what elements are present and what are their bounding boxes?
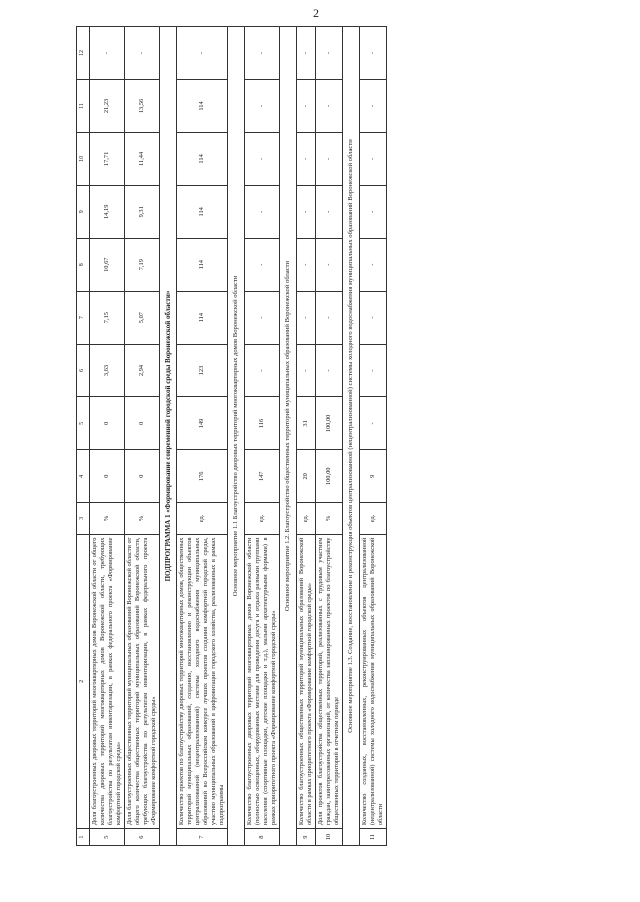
value-cell: - bbox=[360, 238, 387, 291]
value-cell: - bbox=[245, 27, 280, 80]
measure-title: Основное мероприятие 1.2. Благоустройство общественных территорий муниципальных образований Воронежской области bbox=[280, 27, 297, 846]
value-cell: - bbox=[297, 80, 316, 133]
value-cell: - bbox=[297, 238, 316, 291]
indicators-table bbox=[76, 26, 387, 846]
section-row bbox=[280, 27, 297, 846]
subprogram-title: ПОДПРОГРАММА 1 «Формирование современной городской среды Воронежской области» bbox=[160, 27, 177, 846]
measure-title: Основное мероприятие 1.3. Создание, восстановление и реконструкция объектов централизованной (нецентрализованной) системы холодного водоснабжения муниципальных образований Воронежской области bbox=[343, 27, 360, 846]
value-cell: 21,23 bbox=[90, 80, 125, 133]
col-num: 12 bbox=[77, 27, 90, 80]
row-number: 8 bbox=[245, 829, 280, 846]
value-cell: 20 bbox=[297, 450, 316, 503]
value-cell: - bbox=[245, 80, 280, 133]
value-cell: 123 bbox=[177, 344, 228, 397]
unit: % bbox=[125, 503, 160, 534]
value-cell: 31 bbox=[297, 397, 316, 450]
row-number: 11 bbox=[360, 829, 387, 846]
table-row bbox=[177, 27, 228, 846]
value-cell: - bbox=[125, 27, 160, 80]
value-cell: - bbox=[245, 291, 280, 344]
col-num: 9 bbox=[77, 185, 90, 238]
value-cell: 114 bbox=[177, 132, 228, 185]
value-cell: 9 bbox=[360, 450, 387, 503]
value-cell: 0 bbox=[90, 450, 125, 503]
value-cell: - bbox=[297, 27, 316, 80]
value-cell: 7,15 bbox=[90, 291, 125, 344]
section-row bbox=[343, 27, 360, 846]
col-num: 2 bbox=[77, 534, 90, 829]
unit: ед. bbox=[360, 503, 387, 534]
col-num: 5 bbox=[77, 397, 90, 450]
value-cell: 149 bbox=[177, 397, 228, 450]
col-num: 7 bbox=[77, 291, 90, 344]
value-cell: - bbox=[297, 185, 316, 238]
col-num: 6 bbox=[77, 344, 90, 397]
table-row bbox=[90, 27, 125, 846]
column-number-row bbox=[77, 27, 90, 846]
indicator-name: Количество благоустроенных общественных территорий муниципальных образований Воронежской области в рамках приоритетного проекта «Формирование комфортной городской среды» bbox=[297, 534, 316, 829]
value-cell: 0 bbox=[125, 450, 160, 503]
value-cell: 114 bbox=[177, 80, 228, 133]
value-cell: 11,44 bbox=[125, 132, 160, 185]
unit: % bbox=[90, 503, 125, 534]
value-cell: - bbox=[360, 344, 387, 397]
value-cell: 100,00 bbox=[316, 397, 343, 450]
col-num: 11 bbox=[77, 80, 90, 133]
section-row bbox=[228, 27, 245, 846]
indicator-name: Доля благоустроенных общественных территорий муниципальных образований Воронежской области от общего количества общественных территорий муниципальных образований Воронежской области, требующих благоустройства по результатам инвентаризации, в рамках федерального проекта «Формирование комфортной городской среды» bbox=[125, 534, 160, 829]
measure-title: Основное мероприятие 1.1 Благоустройство дворовых территорий многоквартирных домов Воронежской области bbox=[228, 27, 245, 846]
indicator-name: Количество благоустроенных дворовых территорий многоквартирных домов Воронежской области (полностью освещенных, оборудованных местами для проведения досуга и отдыха разными группами населения (спортивные площадки, детские площадки и т.д.), малыми архитектурными формами) в рамках приоритетного проекта «Формирование комфортной городской среды» bbox=[245, 534, 280, 829]
indicator-name: Доля благоустроенных дворовых территорий многоквартирных домов Воронежской области от общего количества дворовых территорий многоквартирных домов Воронежской области, требующих благоустройства по результатам инвентаризации, в рамках федерального проекта «Формирование комфортной городской среды» bbox=[90, 534, 125, 829]
table-row bbox=[316, 27, 343, 846]
row-number: 6 bbox=[125, 829, 160, 846]
indicator-name: Количество созданных, восстановленных, реконструированных объектов централизованной (нецентрализованной) системы холодного водоснабжения муниципальных образований Воронежской области bbox=[360, 534, 387, 829]
value-cell: 13,56 bbox=[125, 80, 160, 133]
col-num: 4 bbox=[77, 450, 90, 503]
value-cell: 114 bbox=[177, 291, 228, 344]
value-cell: 17,71 bbox=[90, 132, 125, 185]
value-cell: - bbox=[90, 27, 125, 80]
col-num: 10 bbox=[77, 132, 90, 185]
value-cell: - bbox=[316, 185, 343, 238]
value-cell: 176 bbox=[177, 450, 228, 503]
value-cell: 9,31 bbox=[125, 185, 160, 238]
table-row bbox=[360, 27, 387, 846]
value-cell: 14,19 bbox=[90, 185, 125, 238]
value-cell: 2,94 bbox=[125, 344, 160, 397]
indicator-name: Количество проектов по благоустройству дворовых территорий многоквартирных домов, общественных территорий муниципальных образований, созданию, восстановлению и реконструкции объектов централизованной (нецентрализованной) системы холодного водоснабжения муниципальных образований во Всероссийском конкурсе лучших проектов создания комфортной городской среды, участию муниципальных образований в цифровизации городского хозяйства, реализованных в рамках подпрограммы bbox=[177, 534, 228, 829]
value-cell: - bbox=[316, 27, 343, 80]
indicator-name: Доля проектов благоустройства общественных территорий, реализованных с трудовым участием граждан, заинтересованных организаций, от количества запланированных проектов по благоустройству общественных территорий в отчетном периоде bbox=[316, 534, 343, 829]
value-cell: - bbox=[316, 132, 343, 185]
col-num: 8 bbox=[77, 238, 90, 291]
value-cell: - bbox=[360, 291, 387, 344]
table-row bbox=[245, 27, 280, 846]
table-row bbox=[125, 27, 160, 846]
value-cell: - bbox=[316, 344, 343, 397]
row-number: 9 bbox=[297, 829, 316, 846]
section-row bbox=[160, 27, 177, 846]
value-cell: 0 bbox=[90, 397, 125, 450]
unit: ед. bbox=[297, 503, 316, 534]
value-cell: 7,19 bbox=[125, 238, 160, 291]
value-cell: 114 bbox=[177, 238, 228, 291]
row-number: 7 bbox=[177, 829, 228, 846]
value-cell: 100,00 bbox=[316, 450, 343, 503]
value-cell: - bbox=[316, 291, 343, 344]
value-cell: 0 bbox=[125, 397, 160, 450]
value-cell: 10,67 bbox=[90, 238, 125, 291]
value-cell: - bbox=[316, 238, 343, 291]
value-cell: 147 bbox=[245, 450, 280, 503]
value-cell: - bbox=[245, 185, 280, 238]
value-cell: 114 bbox=[177, 185, 228, 238]
unit: ед. bbox=[177, 503, 228, 534]
value-cell: - bbox=[297, 291, 316, 344]
value-cell: - bbox=[177, 27, 228, 80]
rotated-table-wrapper bbox=[76, 26, 636, 846]
row-number: 10 bbox=[316, 829, 343, 846]
value-cell: - bbox=[360, 397, 387, 450]
value-cell: 116 bbox=[245, 397, 280, 450]
value-cell: - bbox=[245, 238, 280, 291]
unit: % bbox=[316, 503, 343, 534]
col-num: 1 bbox=[77, 829, 90, 846]
value-cell: - bbox=[245, 132, 280, 185]
value-cell: - bbox=[360, 185, 387, 238]
value-cell: 3,63 bbox=[90, 344, 125, 397]
unit: ед. bbox=[245, 503, 280, 534]
table-row bbox=[297, 27, 316, 846]
value-cell: - bbox=[360, 27, 387, 80]
page-number: 2 bbox=[313, 6, 319, 20]
value-cell: - bbox=[360, 80, 387, 133]
col-num: 3 bbox=[77, 503, 90, 534]
value-cell: - bbox=[297, 344, 316, 397]
value-cell: 5,07 bbox=[125, 291, 160, 344]
value-cell: - bbox=[245, 344, 280, 397]
row-number: 5 bbox=[90, 829, 125, 846]
value-cell: - bbox=[297, 132, 316, 185]
value-cell: - bbox=[360, 132, 387, 185]
value-cell: - bbox=[316, 80, 343, 133]
